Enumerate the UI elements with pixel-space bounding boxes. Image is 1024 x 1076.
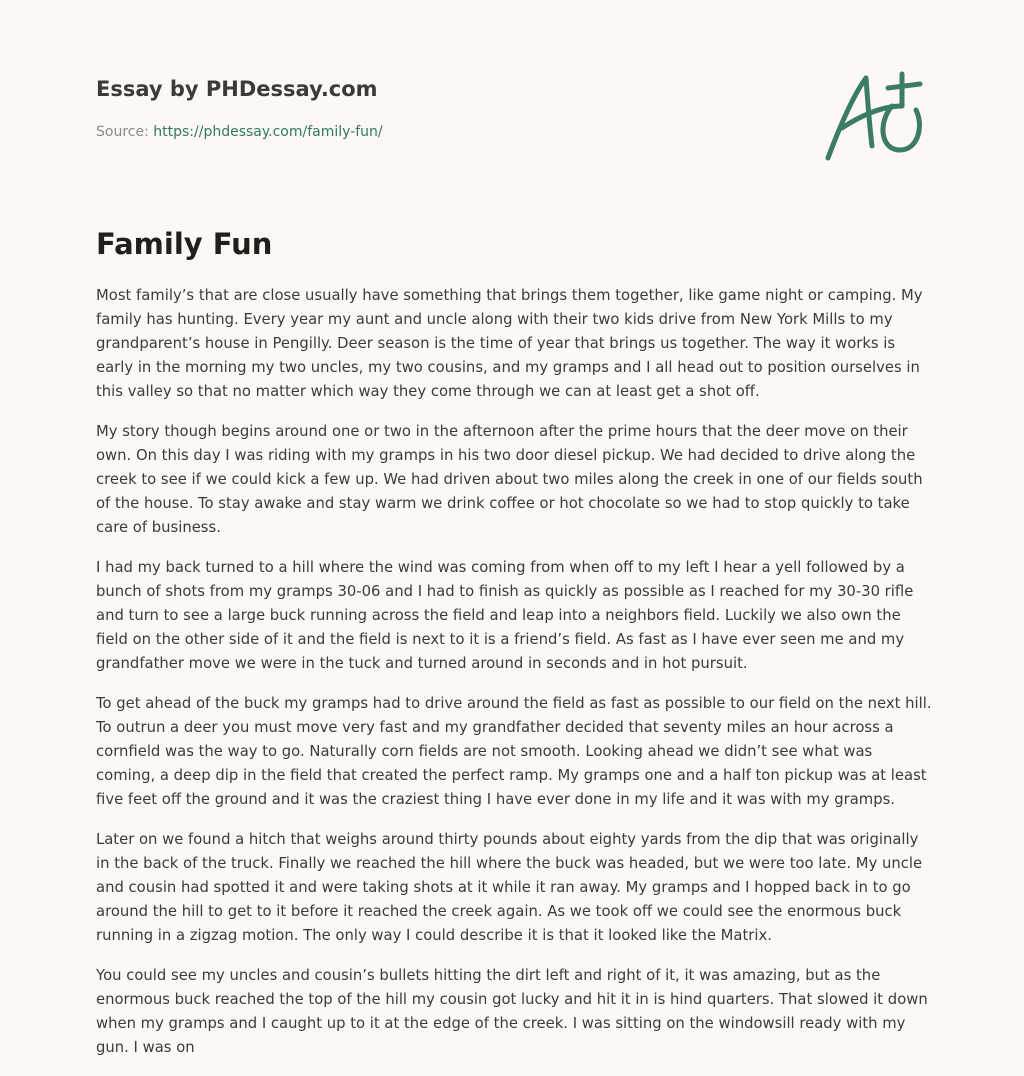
source-line [96,122,796,142]
essay-paragraph: To get ahead of the buck my gramps had to drive around the field as fast as possible to our field on the next hill. To outrun a deer you must move very fast and my grandfather decided that seventy miles an hour across a cornfield was the way to go. Naturally corn fields are not smooth. Looking ahead we didn’t see what was coming, a deep dip in the field that created the perfect ramp. My gramps one and a half ton pickup was at least five feet off the ground and it was the craziest thing I have ever done in my life and it was with my gramps. [96,695,932,808]
essay-paragraph: My story though begins around one or two in the afternoon after the prime hours that the deer move on their own. On this day I was riding with my gramps in his two door diesel pickup. We had decided to drive along the creek to see if we could kick a few up. We had driven about two miles along the creek in one of our fields south of the house. To stay awake and stay warm we drink coffee or hot chocolate so we had to stop quickly to take care of business. [96,423,923,536]
essay-body [96,284,932,1076]
essay-header [96,74,796,142]
site-brand: Essay by PHDessay.com [96,77,378,101]
a-plus-logo-icon [820,66,930,166]
source-label: Source: [96,124,154,140]
source-link[interactable]: https://phdessay.com/family-fun/ [153,124,383,140]
essay-paragraph: Later on we found a hitch that weighs around thirty pounds about eighty yards from the dip that was originally in the back of the truck. Finally we reached the hill where the buck was headed, but we were too late. My uncle and cousin had spotted it and were taking shots at it while it ran away. My gramps and I hopped back in to go around the hill to get to it before it reached the creek again. As we took off we could see the enormous buck running in a zigzag motion. The only way I could describe it is that it looked like the Matrix. [96,831,923,944]
essay-title: Family Fun [96,227,273,261]
essay-paragraph: Most family’s that are close usually have something that brings them together, like game night or camping. My family has hunting. Every year my aunt and uncle along with their two kids drive from New York Mills to my grandparent’s house in Pengilly. Deer season is the time of year that brings us together. The way it works is early in the morning my two uncles, my two cousins, and my gramps and I all head out to position ourselves in this valley so that no matter which way they come through we can at least get a shot off. [96,287,923,400]
essay-paragraph: I had my back turned to a hill where the wind was coming from when off to my left I hear a yell followed by a bunch of shots from my gramps 30-06 and I had to finish as quickly as possible as I reached for my 30-30 rifle and turn to see a large buck running across the field and leap into a neighbors field. Luckily we also own the field on the other side of it and the field is next to it is a friend’s field. As fast as I have ever seen me and my grandfather move we were in the tuck and turned around in seconds and in hot pursuit. [96,559,914,672]
essay-paragraph: You could see my uncles and cousin’s bullets hitting the dirt left and right of it, it was amazing, but as the enormous buck reached the top of the hill my cousin got lucky and hit it in is hind quarters. That slowed it down when my gramps and I caught up to it at the edge of the creek. I was sitting on the windowsill ready with my gun. I was on [96,967,928,1056]
